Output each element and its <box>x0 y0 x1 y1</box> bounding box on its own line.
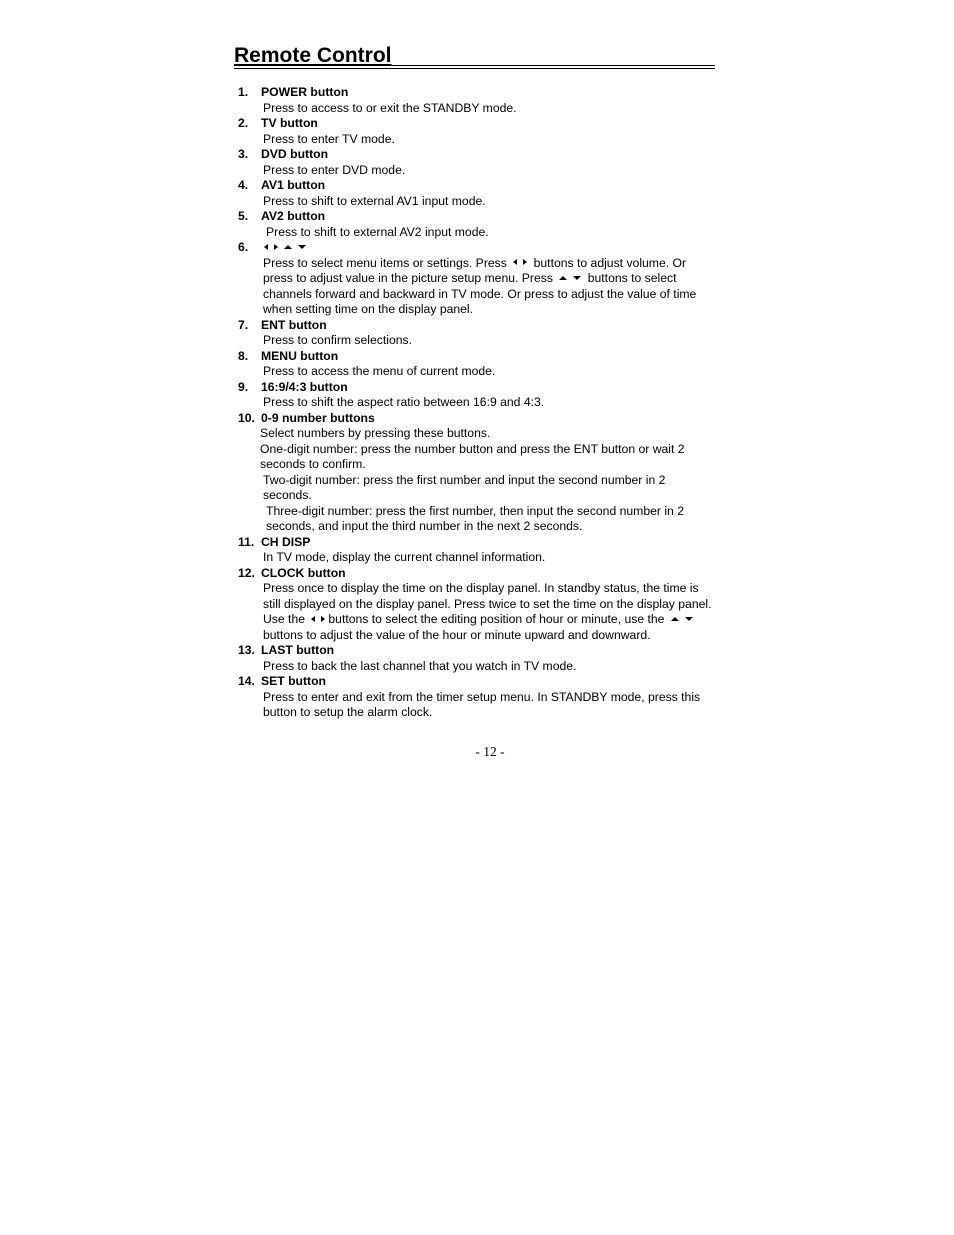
title-divider <box>234 65 715 69</box>
item-number: 14. <box>238 674 255 688</box>
item-number: 2. <box>238 116 249 130</box>
item-description: Press to access the menu of current mode. <box>263 364 496 378</box>
item-label: POWER button <box>261 85 349 99</box>
list-item-aspect <box>238 380 716 411</box>
item-label: TV button <box>261 116 318 130</box>
item-description: Press to shift to external AV1 input mode. <box>263 193 486 208</box>
item-description: Press to enter and exit from the timer setup menu. In STANDBY mode, press this button to setup the alarm clock. <box>263 689 701 719</box>
list-item-power <box>238 85 716 116</box>
list-item-av2 <box>238 209 716 240</box>
item-number: 10. <box>238 410 255 425</box>
item-description: Press to select menu items or settings. Press buttons to adjust volume. Or press to adjust value in the picture setup menu. Press buttons to select channels forward and backward in TV mode. Or press to adjust the value of time when setting time on the display panel. <box>263 255 697 316</box>
paragraph: Three-digit number: press the first number, then input the second number in 2 seconds, and input the third number in the next 2 seconds. <box>266 503 684 533</box>
button-list <box>238 85 716 721</box>
item-label: MENU button <box>261 348 339 363</box>
list-item-av1 <box>238 178 716 209</box>
item-number: 11. <box>238 534 255 549</box>
up-arrow-icon <box>559 276 567 280</box>
left-arrow-icon <box>513 259 517 265</box>
item-number: 1. <box>238 85 249 99</box>
item-number: 6. <box>238 240 249 254</box>
item-number: 9. <box>238 379 249 394</box>
item-description: Press to enter TV mode. <box>263 131 395 146</box>
item-label: 16:9/4:3 button <box>261 379 348 394</box>
item-description: In TV mode, display the current channel information. <box>263 550 546 564</box>
list-item-arrows <box>238 240 716 318</box>
item-label: SET button <box>261 674 326 688</box>
list-item-ch-disp <box>238 535 716 566</box>
item-description: Press once to display the time on the display panel. In standby status, the time is still displayed on the display panel. Press twice to set the time on the display panel. Use the buttons to select the editing position of hour or minute, use the buttons to adjust the value of the hour or minute upward and downward. <box>263 581 712 642</box>
item-number: 5. <box>238 209 249 223</box>
item-label: AV2 button <box>261 209 326 223</box>
list-item-ent <box>238 318 716 349</box>
item-label: DVD button <box>261 147 329 161</box>
left-arrow-icon <box>311 616 315 622</box>
page-number: - 12 - <box>475 744 505 759</box>
right-arrow-icon <box>523 259 527 265</box>
item-number: 4. <box>238 178 249 192</box>
item-label: AV1 button <box>261 178 326 192</box>
list-item-clock <box>238 566 716 644</box>
right-arrow-icon <box>274 244 278 250</box>
item-description: Press to access to or exit the STANDBY mode. <box>263 100 517 115</box>
down-arrow-icon <box>573 276 581 280</box>
list-item-menu <box>238 349 716 380</box>
item-description: Press to back the last channel that you watch in TV mode. <box>263 658 577 673</box>
item-label: ENT button <box>261 317 327 332</box>
item-description: Press to shift to external AV2 input mode. <box>266 224 489 239</box>
up-arrow-icon <box>671 617 679 621</box>
down-arrow-icon <box>685 617 693 621</box>
item-number: 12. <box>238 565 255 580</box>
paragraph: One-digit number: press the number button and press the ENT button or wait 2 seconds to confirm. <box>260 441 685 471</box>
item-label: LAST button <box>261 643 335 657</box>
down-arrow-icon <box>298 245 306 249</box>
list-item-set <box>238 674 716 721</box>
list-item-last <box>238 643 716 674</box>
item-label: CH DISP <box>261 534 311 549</box>
item-description <box>238 426 716 535</box>
left-arrow-icon <box>264 244 268 250</box>
right-arrow-icon <box>321 616 325 622</box>
page-title: Remote Control <box>234 44 392 67</box>
list-item-dvd <box>238 147 716 178</box>
item-description: Press to confirm selections. <box>263 333 413 347</box>
item-number: 8. <box>238 348 249 363</box>
item-description: Press to shift the aspect ratio between 16:9 and 4:3. <box>263 395 545 409</box>
up-arrow-icon <box>284 245 292 249</box>
paragraph: Select numbers by pressing these buttons. <box>260 426 491 440</box>
item-label: CLOCK button <box>261 565 346 580</box>
item-label: 0-9 number buttons <box>261 410 375 425</box>
item-description: Press to enter DVD mode. <box>263 162 406 177</box>
item-number: 13. <box>238 643 255 657</box>
list-item-number-buttons <box>238 411 716 535</box>
item-number: 7. <box>238 317 249 332</box>
list-item-tv <box>238 116 716 147</box>
item-number: 3. <box>238 147 249 161</box>
paragraph: Two-digit number: press the first number and input the second number in 2 seconds. <box>263 472 666 502</box>
